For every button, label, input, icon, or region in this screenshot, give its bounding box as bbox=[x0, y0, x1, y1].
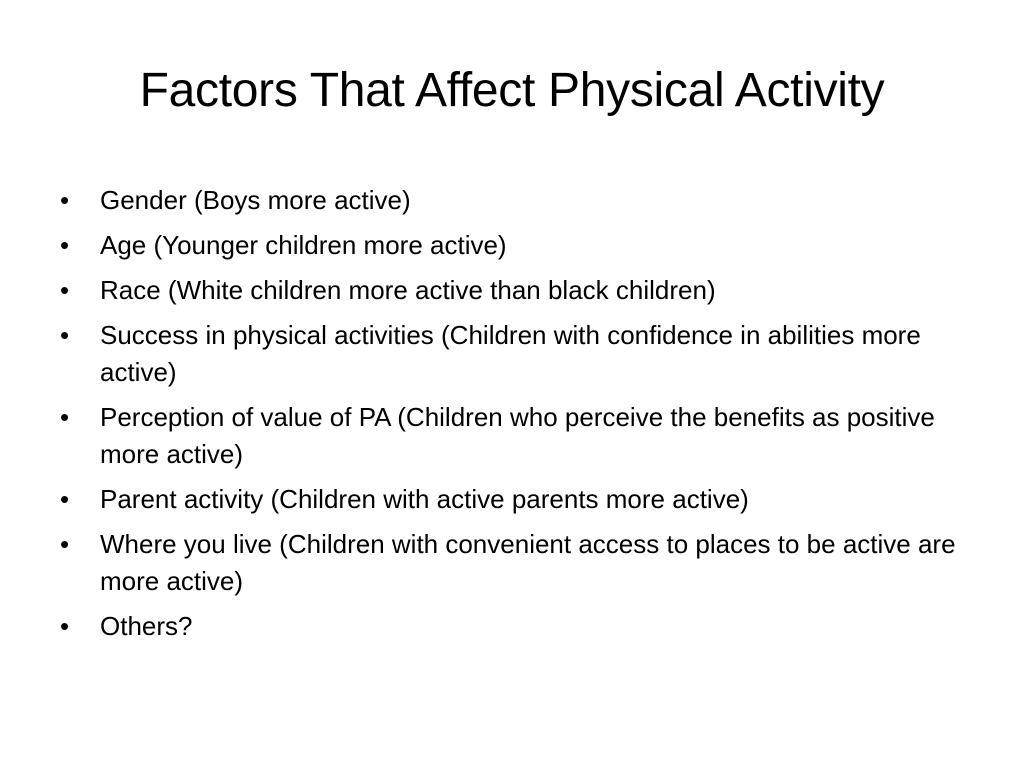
bullet-icon: • bbox=[60, 611, 70, 641]
bullet-icon: • bbox=[60, 529, 70, 559]
bullet-icon: • bbox=[60, 484, 70, 514]
slide-title: Factors That Affect Physical Activity bbox=[139, 64, 885, 117]
bullet-icon: • bbox=[60, 402, 70, 432]
bullet-list bbox=[56, 182, 966, 653]
list-item bbox=[56, 481, 966, 518]
list-item bbox=[56, 526, 966, 600]
list-item bbox=[56, 399, 966, 473]
list-item bbox=[56, 272, 966, 309]
list-item bbox=[56, 227, 966, 264]
bullet-text: Where you live (Children with convenient access to places to be active are more active) bbox=[100, 529, 956, 596]
bullet-icon: • bbox=[60, 275, 70, 305]
bullet-icon: • bbox=[60, 320, 70, 350]
bullet-text: Race (White children more active than black children) bbox=[100, 275, 716, 305]
list-item bbox=[56, 182, 966, 219]
bullet-text: Others? bbox=[100, 611, 193, 641]
bullet-text: Gender (Boys more active) bbox=[100, 185, 411, 215]
bullet-text: Parent activity (Children with active parents more active) bbox=[100, 484, 749, 514]
bullet-text: Age (Younger children more active) bbox=[100, 230, 507, 260]
list-item bbox=[56, 608, 966, 645]
bullet-icon: • bbox=[60, 230, 70, 260]
list-item bbox=[56, 317, 966, 391]
bullet-text: Success in physical activities (Children with confidence in abilities more active) bbox=[100, 320, 921, 387]
bullet-text: Perception of value of PA (Children who perceive the benefits as positive more active) bbox=[100, 402, 935, 469]
bullet-icon: • bbox=[60, 185, 70, 215]
